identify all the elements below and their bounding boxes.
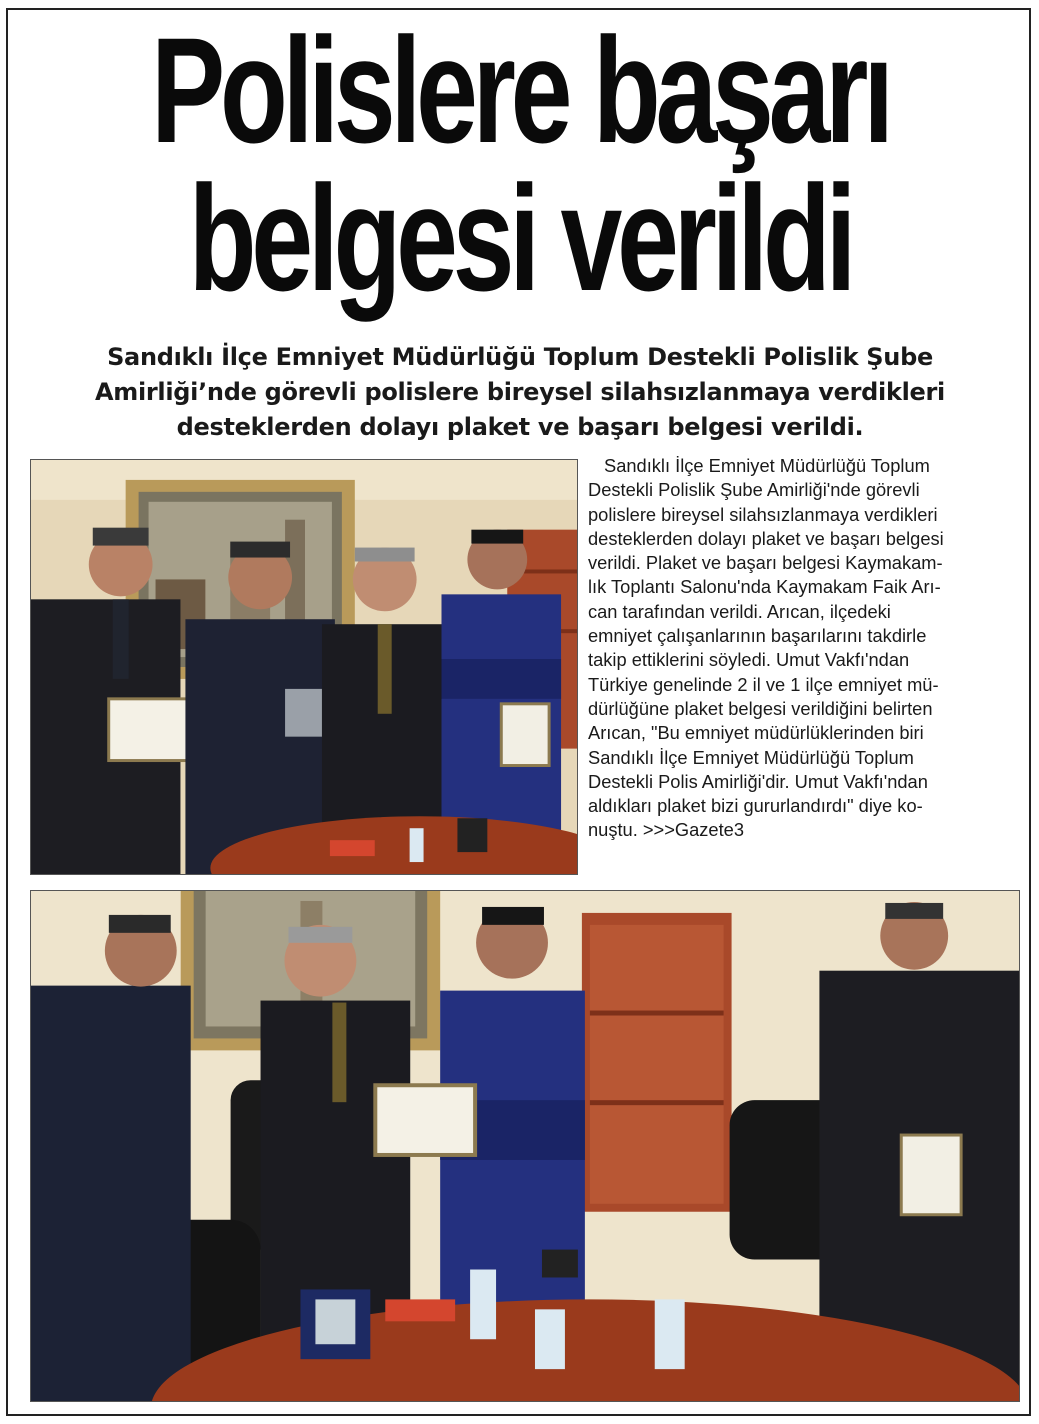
headline-line-1: Polislere başarı xyxy=(151,6,889,174)
deck-line-3: desteklerden dolayı plaket ve başarı belgesi verildi. xyxy=(176,413,864,441)
photo-certificate-handover xyxy=(30,890,1020,1402)
body-line: polislere bireysel silahsızlanmaya verdikleri xyxy=(588,503,938,525)
body-line: desteklerden dolayı plaket ve başarı belgesi xyxy=(588,527,944,549)
headline-line-2: belgesi verildi xyxy=(188,154,852,322)
body-line: verildi. Plaket ve başarı belgesi Kaymakam- xyxy=(588,552,943,574)
deck-line-2: Amirliği’nde görevli polislere bireysel silahsızlanmaya verdikleri xyxy=(94,378,945,406)
body-line: Sandıklı İlçe Emniyet Müdürlüğü Toplum xyxy=(588,746,914,768)
body-line: Destekli Polis Amirliği'dir. Umut Vakfı'ndan xyxy=(588,770,928,792)
headline xyxy=(150,6,890,322)
body-line: aldıkları plaket bizi gururlandırdı" diye ko- xyxy=(588,795,923,817)
body-line: nuştu. >>>Gazete3 xyxy=(588,819,745,841)
body-line: dürlüğüne plaket belgesi verildiğini belirten xyxy=(588,697,933,719)
body-line: Sandıklı İlçe Emniyet Müdürlüğü Toplum xyxy=(604,455,930,476)
photo-certificate-handover-image xyxy=(31,891,1019,1401)
body-line: Arıcan, "Bu emniyet müdürlüklerinden biri xyxy=(588,722,924,744)
photo-award-group-image xyxy=(31,460,577,874)
body-line: can tarafından verildi. Arıcan, ilçedeki xyxy=(588,600,891,622)
body-line: lık Toplantı Salonu'nda Kaymakam Faik Arı- xyxy=(588,576,941,598)
photo-award-group xyxy=(30,459,578,875)
article-deck xyxy=(30,340,1010,445)
body-line: emniyet çalışanlarının başarılarını takdirle xyxy=(588,625,927,647)
body-line: takip ettiklerini söyledi. Umut Vakfı'ndan xyxy=(588,649,910,671)
deck-line-1: Sandıklı İlçe Emniyet Müdürlüğü Toplum Destekli Polislik Şube xyxy=(107,343,933,371)
article-body xyxy=(588,454,1018,843)
body-line: Türkiye genelinde 2 il ve 1 ilçe emniyet mü- xyxy=(588,673,939,695)
body-line: Destekli Polislik Şube Amirliği'nde görevli xyxy=(588,479,920,501)
